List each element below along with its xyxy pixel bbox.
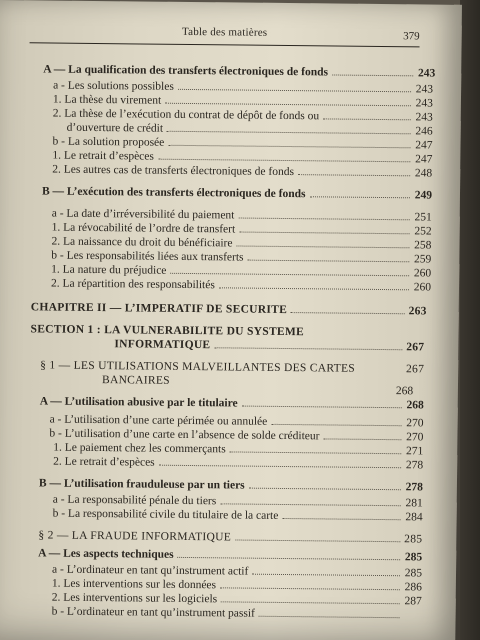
toc-entry-title: b - L’ordinateur en tant qu’instrument passif	[51, 605, 255, 620]
toc-leader	[242, 397, 402, 409]
toc-entry-page: 258	[414, 239, 432, 252]
toc-entry-page: 267	[405, 363, 425, 376]
toc-leader	[248, 251, 410, 263]
toc-leader	[167, 122, 411, 135]
toc-entry-title: 2. La répartition des responsabilités	[50, 277, 215, 292]
toc-entry-title: d’ouverture de crédit	[66, 121, 164, 135]
toc-entry-page: 243	[417, 67, 436, 80]
toc-entry-title: b - La responsabilité civile du titulaire de la carte	[52, 507, 279, 522]
toc-leader	[235, 530, 400, 542]
toc-entry-page: 260	[413, 267, 432, 280]
toc-leader	[170, 264, 409, 276]
toc-entry	[40, 358, 424, 376]
toc-leader	[291, 303, 405, 314]
toc-leader	[178, 80, 411, 92]
toc-leader	[219, 278, 409, 290]
toc-leader	[259, 607, 400, 618]
toc-entry-title: 1. La thèse du virement	[52, 93, 162, 107]
toc-entry	[38, 528, 422, 546]
toc-leader	[323, 429, 401, 440]
toc-entry-page: 270	[406, 431, 424, 444]
toc-section-title: SECTION 1 : LA VULNERABILITE DU SYSTEME	[30, 323, 305, 339]
toc-entry-page: 263	[408, 305, 427, 318]
toc-leader	[220, 578, 400, 590]
toc-leader	[178, 548, 401, 560]
toc-leader	[298, 165, 410, 176]
toc-entry	[40, 394, 424, 412]
toc-entry-title: a - Les solutions possibles	[53, 79, 174, 93]
toc-leader	[282, 509, 400, 520]
toc-chapter	[31, 300, 427, 318]
toc-leader	[230, 442, 402, 454]
toc-entry-page: 278	[405, 481, 423, 494]
toc-entry-page: 260	[413, 281, 432, 294]
toc-entry-title: b - La solution proposée	[52, 135, 165, 149]
toc-leader	[332, 65, 413, 76]
toc-leader	[239, 223, 410, 235]
toc-entry-page: 287	[404, 595, 422, 608]
toc-entry-page: 247	[415, 139, 433, 152]
toc-entry-title: 1. Les interventions sur les données	[51, 577, 217, 592]
toc-entry-page: 259	[413, 253, 432, 266]
toc-leader	[214, 338, 402, 350]
header-rule	[30, 42, 420, 47]
toc-entry-title: 2. Les autres cas de transferts électroniques de fonds	[52, 163, 295, 179]
toc-entry-page: 285	[404, 533, 423, 546]
toc-entry-title: 2. La naissance du droit du bénéficiaire	[51, 235, 233, 250]
toc-leader	[271, 415, 401, 426]
toc-entry	[42, 184, 432, 202]
toc-entry-page: 268	[406, 399, 424, 412]
page-header	[30, 24, 420, 50]
toc-entry-title: b - Les responsabilités liées aux transferts	[51, 249, 244, 264]
toc-entry-page: 249	[414, 189, 433, 202]
toc-entry-page: 246	[415, 125, 433, 138]
toc-entry-title: § 2 — LA FRAUDE INFORMATIQUE	[38, 529, 232, 544]
toc-leader	[309, 187, 410, 198]
toc-leader	[220, 494, 401, 506]
page-number: 379	[403, 30, 420, 43]
toc-entry-title: b - L’utilisation d’une carte en l’absence de solde créditeur	[49, 427, 320, 443]
toc-entry	[38, 546, 422, 564]
toc-entry-page: 243	[415, 83, 434, 96]
toc-entry-title: 2. La thèse de l’exécution du contrat de dépôt de fonds ou	[52, 107, 320, 123]
toc-entry-title: 2. Le retrait d’espèces	[53, 455, 155, 469]
toc-entry-title: a - L’utilisation d’une carte périmée ou annulée	[49, 413, 268, 428]
toc-leader	[323, 109, 411, 120]
toc-leader	[159, 456, 402, 469]
toc-entry	[52, 163, 432, 181]
toc-entry-page: 247	[415, 153, 433, 166]
toc-entry-page: 286	[404, 581, 422, 594]
toc-entry-page: 267	[406, 341, 425, 354]
toc-entry-page: 243	[415, 111, 433, 124]
toc-leader	[359, 363, 402, 372]
toc-entry	[53, 455, 423, 473]
toc-entry-page: 248	[414, 167, 433, 180]
toc-entry-title: a - La date d’irréversibilité du paiement	[51, 207, 235, 222]
toc-leader	[238, 209, 409, 221]
toc-entry-title: INFORMATIQUE	[114, 338, 211, 352]
running-head: Table des matières	[181, 25, 268, 39]
toc-entry-title: CHAPITRE II — L’IMPERATIF DE SECURITE	[30, 301, 288, 317]
toc-leader	[165, 94, 411, 107]
toc-entry-page: 285	[404, 551, 423, 564]
toc-entry	[39, 476, 423, 494]
toc-leader	[168, 136, 410, 149]
toc-entry-title: a - La responsabilité pénale du tiers	[52, 493, 217, 508]
toc-entry-page: 268	[395, 385, 414, 398]
toc-entry-page: 243	[415, 97, 434, 110]
toc-entry-page: 271	[405, 445, 424, 458]
toc-entry-page: 252	[414, 225, 432, 238]
toc-entry-page: 278	[405, 459, 424, 472]
toc-entry-title: A — Les aspects techniques	[38, 547, 174, 561]
toc-entry-continuation: BANCAIRES	[101, 374, 170, 387]
toc-entry-title: a - L’ordinateur en tant qu’instrument actif	[51, 563, 249, 578]
toc-leader	[221, 592, 400, 604]
toc-entry-title: A — L’utilisation abusive par le titulaire	[39, 395, 238, 410]
toc-leader	[236, 236, 409, 248]
toc-entry-title: 1. La nature du préjudice	[51, 263, 167, 277]
toc-entry-page: 285	[404, 567, 423, 580]
toc-entry-title: B — L’utilisation frauduleuse par un tiers	[38, 477, 245, 492]
toc-entry-page: 281	[405, 497, 423, 510]
toc-leader	[249, 479, 401, 491]
toc-entry-page: 270	[406, 417, 424, 430]
toc-entry-title: 1. La révocabilité de l’ordre de transfert	[51, 221, 236, 236]
toc-entry	[51, 277, 431, 295]
toc-entry-title: A — La qualification des transferts électroniques de fonds	[43, 63, 329, 79]
toc-entry	[53, 507, 423, 525]
toc-entry-title: § 1 — LES UTILISATIONS MALVEILLANTES DES CARTES	[40, 359, 356, 375]
toc-entry-title: 1. Le paiement chez les commerçants	[53, 441, 226, 456]
toc-entry-title: 1. Le retrait d’espèces	[52, 149, 154, 163]
toc-entry-page: 284	[405, 511, 423, 524]
toc-entry	[52, 605, 422, 623]
toc-leader	[252, 565, 400, 577]
toc-entry	[43, 62, 435, 80]
toc-entry-page: 251	[414, 211, 432, 224]
toc-leader	[158, 150, 411, 163]
toc-entry-title: B — L’exécution des transferts électroniques de fonds	[41, 185, 306, 201]
toc-entry	[114, 337, 424, 354]
book-edge	[460, 0, 480, 640]
toc-entry-title: 2. Les interventions sur les logiciels	[51, 591, 218, 606]
